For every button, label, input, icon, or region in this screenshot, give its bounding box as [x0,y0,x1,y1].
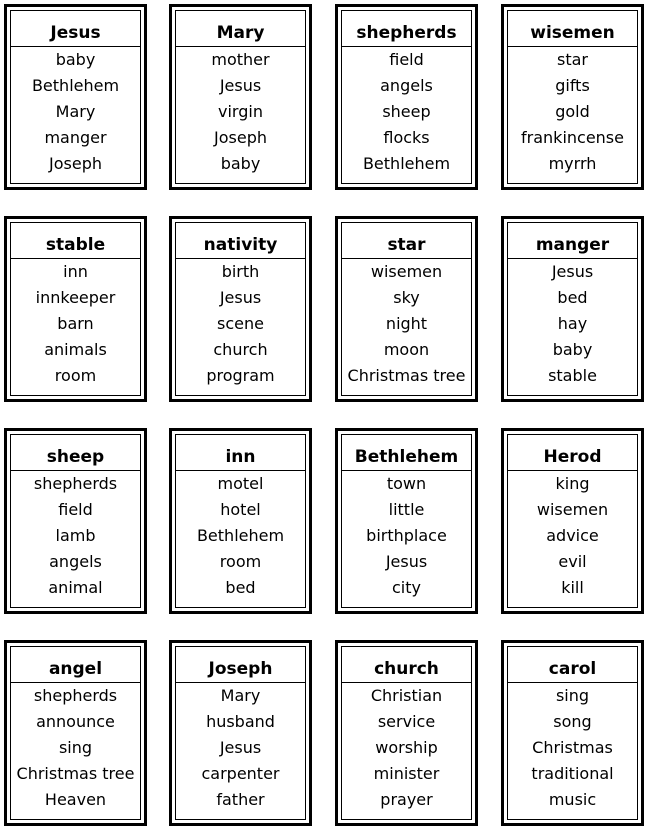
card-frame [341,222,472,396]
card-word: moon [383,340,430,359]
card-frame [175,434,306,608]
card-word: birth [221,262,260,281]
word-card-joseph [169,640,312,826]
card-word-list [176,259,305,390]
card-title: Bethlehem [342,435,471,471]
word-card-sheep [4,428,147,614]
card-word-list [11,471,140,602]
card-word-list [342,47,471,178]
word-card-wisemen [501,4,644,190]
word-card-carol [501,640,644,826]
card-frame [341,646,472,820]
card-word: church [213,340,268,359]
card-word: service [377,712,436,731]
card-word-list [176,471,305,602]
card-word: Jesus [219,288,262,307]
card-word: Christian [370,686,443,705]
card-word: field [389,50,424,69]
card-word: baby [55,50,96,69]
card-frame [10,434,141,608]
card-word-list [11,47,140,178]
card-word: night [385,314,428,333]
card-word: Jesus [385,552,428,571]
card-word: Christmas tree [16,764,135,783]
card-word: Bethlehem [31,76,120,95]
card-word: sing [555,686,590,705]
card-word-list [342,471,471,602]
card-word: angels [380,76,433,95]
card-word: program [206,366,275,385]
word-card-herod [501,428,644,614]
card-word-list [342,259,471,390]
word-card-angel [4,640,147,826]
card-word: announce [36,712,115,731]
card-word: Heaven [44,790,107,809]
card-word: music [548,790,597,809]
card-word: Christmas tree [347,366,466,385]
card-word: bed [225,578,256,597]
card-word: field [58,500,93,519]
card-frame [175,10,306,184]
card-word: king [555,474,590,493]
card-word-list [11,259,140,390]
card-title: Herod [508,435,637,471]
word-card-star [335,216,478,402]
card-word: Bethlehem [196,526,285,545]
word-card-stable [4,216,147,402]
word-card-shepherds [335,4,478,190]
word-card-bethlehem [335,428,478,614]
card-word: wisemen [370,262,443,281]
card-word: sheep [382,102,431,121]
card-frame [10,646,141,820]
card-frame [341,434,472,608]
card-word-list [176,683,305,814]
card-frame [175,646,306,820]
card-word: Jesus [551,262,594,281]
card-frame [175,222,306,396]
card-word-list [176,47,305,178]
card-frame [10,222,141,396]
card-word: star [557,50,588,69]
card-word: worship [375,738,438,757]
card-word: birthplace [366,526,447,545]
card-word: shepherds [33,474,118,493]
card-word: manger [44,128,107,147]
card-word: hay [557,314,588,333]
card-word: stable [548,366,597,385]
card-title: shepherds [342,11,471,47]
card-word: barn [57,314,94,333]
word-card-inn [169,428,312,614]
card-word: Jesus [219,76,262,95]
card-word: angels [49,552,102,571]
card-word: baby [552,340,593,359]
card-word: hotel [220,500,261,519]
card-title: inn [176,435,305,471]
card-word: flocks [383,128,430,147]
card-title: Joseph [176,647,305,683]
card-word: room [219,552,262,571]
card-frame [507,10,638,184]
card-word: evil [558,552,587,571]
card-title: church [342,647,471,683]
card-word: Joseph [214,128,267,147]
card-word: kill [561,578,584,597]
card-word: Jesus [219,738,262,757]
card-word: virgin [218,102,263,121]
card-word: husband [206,712,275,731]
card-title: carol [508,647,637,683]
card-word-list [508,47,637,178]
card-title: Mary [176,11,305,47]
card-word: baby [220,154,261,173]
card-title: stable [11,223,140,259]
card-word: song [553,712,592,731]
card-word: carpenter [201,764,280,783]
card-word: innkeeper [35,288,116,307]
card-word: father [216,790,265,809]
card-title: manger [508,223,637,259]
card-frame [507,222,638,396]
card-word: Bethlehem [362,154,451,173]
card-word: Mary [220,686,261,705]
card-word: gold [555,102,590,121]
card-word: animals [44,340,107,359]
card-word: Joseph [49,154,102,173]
card-frame [507,646,638,820]
card-frame [507,434,638,608]
card-word: traditional [531,764,614,783]
card-word: little [388,500,425,519]
card-word: advice [546,526,599,545]
word-card-church [335,640,478,826]
card-word-list [508,471,637,602]
card-frame [341,10,472,184]
card-title: sheep [11,435,140,471]
card-word-list [508,259,637,390]
word-card-nativity [169,216,312,402]
card-word: sky [393,288,420,307]
card-word: inn [63,262,88,281]
card-word: Mary [55,102,96,121]
card-word: frankincense [521,128,624,147]
word-card-jesus [4,4,147,190]
card-word: animal [48,578,103,597]
card-word: bed [557,288,588,307]
card-word: minister [373,764,440,783]
card-word: room [54,366,97,385]
card-word: motel [217,474,264,493]
card-title: wisemen [508,11,637,47]
card-frame [10,10,141,184]
card-title: star [342,223,471,259]
card-word: lamb [55,526,96,545]
card-word-list [342,683,471,814]
card-word: wisemen [536,500,609,519]
card-word: town [386,474,427,493]
card-word: sing [58,738,93,757]
card-word: prayer [380,790,433,809]
word-card-mary [169,4,312,190]
card-word-list [508,683,637,814]
card-title: angel [11,647,140,683]
card-word: Christmas [532,738,613,757]
card-word: shepherds [33,686,118,705]
card-title: Jesus [11,11,140,47]
card-title: nativity [176,223,305,259]
word-card-manger [501,216,644,402]
card-word: gifts [555,76,590,95]
card-word-list [11,683,140,814]
card-word: city [392,578,421,597]
card-word: mother [211,50,270,69]
card-word: myrrh [548,154,597,173]
card-word: scene [217,314,264,333]
